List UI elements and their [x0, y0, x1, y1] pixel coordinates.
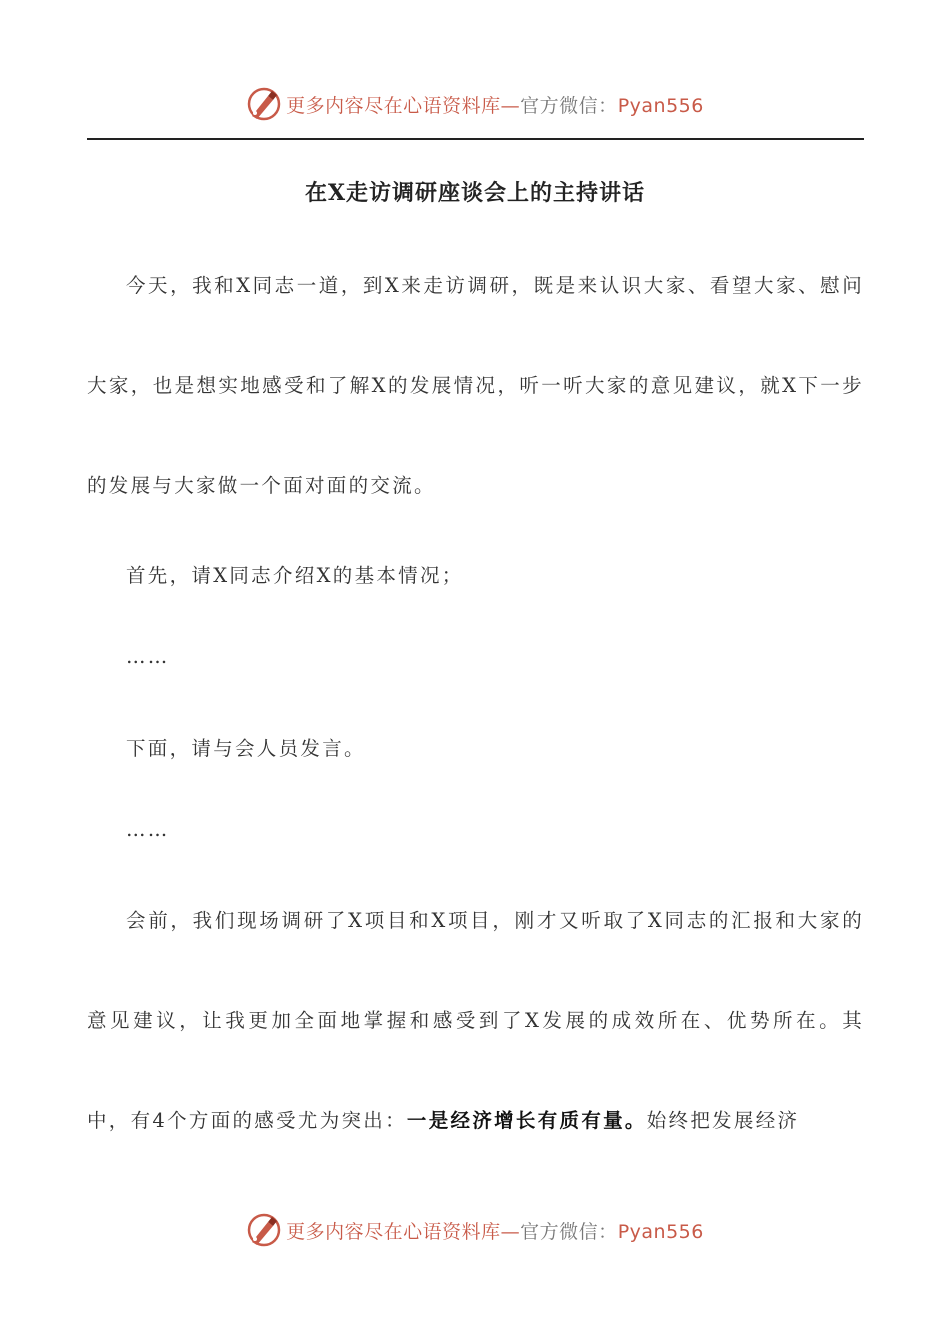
- paragraph-intro: 今天，我和X同志一道，到X来走访调研，既是来认识大家、看望大家、慰问大家，也是想实地感受和了解X的发展情况，听一听大家的意见建议，就X下一步的发展与大家做一个面对面的交流。: [87, 274, 864, 497]
- banner-site-name: 更多内容尽在心语资料库: [286, 1220, 501, 1243]
- banner-wechat-label: 官方微信：: [520, 1220, 618, 1243]
- header-banner: [0, 80, 950, 128]
- banner-wechat-id: Pyan556: [617, 94, 704, 117]
- banner-dash: —: [500, 94, 521, 117]
- ellipsis-1: ……: [126, 645, 170, 668]
- document-title: 在X走访调研座谈会上的主持讲话: [304, 180, 646, 206]
- banner-site-name: 更多内容尽在心语资料库: [286, 94, 501, 117]
- impressions-point-one: 一是经济增长有质有量。: [406, 1109, 647, 1132]
- banner-wechat-label: 官方微信：: [520, 94, 618, 117]
- header-divider: [87, 138, 864, 140]
- paragraph-next-step: 下面，请与会人员发言。: [126, 737, 366, 760]
- banner-wechat-id: Pyan556: [617, 1220, 704, 1243]
- banner-text: [286, 1217, 704, 1244]
- impressions-lead: 会前，我们现场调研了X项目和X项目，刚才又听取了X同志的汇报和大家的意见建议，让我更加全面地掌握和感受到了X发展的成效所在、优势所在。其中，有4个方面的感受尤为突出：: [87, 909, 864, 1132]
- footer-banner: [0, 1206, 950, 1254]
- banner-text: [286, 91, 704, 118]
- paragraph-first-step: 首先，请X同志介绍X的基本情况；: [126, 564, 464, 587]
- impressions-tail: 始终把发展经济: [646, 1109, 800, 1132]
- banner-dash: —: [500, 1220, 521, 1243]
- pen-circle-logo-icon: [246, 1212, 282, 1248]
- pen-circle-logo-icon: [246, 86, 282, 122]
- paragraph-impressions: [87, 871, 864, 1171]
- ellipsis-2: ……: [126, 818, 170, 841]
